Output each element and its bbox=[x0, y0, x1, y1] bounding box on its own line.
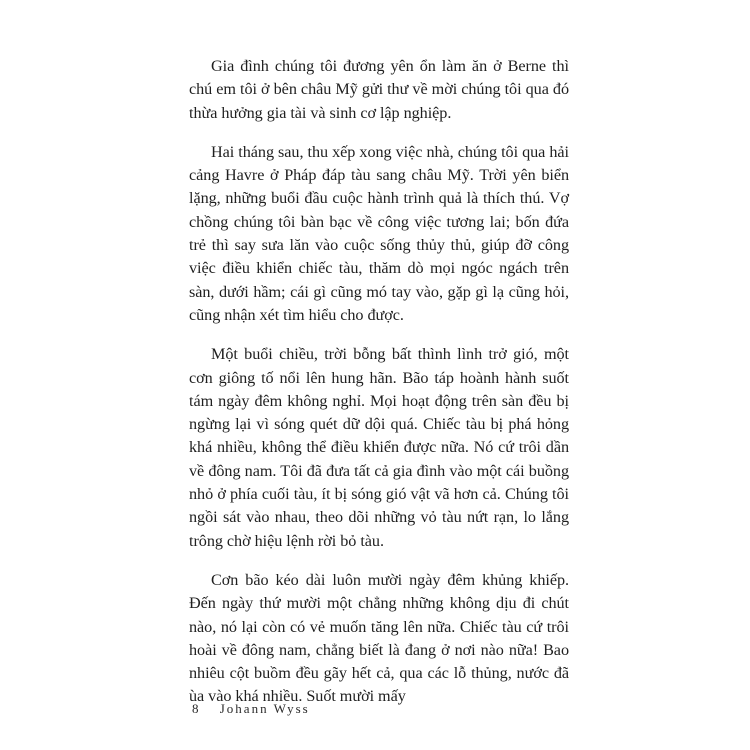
page-footer bbox=[192, 701, 310, 717]
paragraph: Gia đình chúng tôi đương yên ổn làm ăn ở Berne thì chú em tôi ở bên châu Mỹ gửi thư về mời chúng tôi qua đó thừa hưởng gia tài và sinh cơ lập nghiệp. bbox=[189, 57, 569, 122]
book-page-body bbox=[189, 55, 569, 725]
paragraph: Một buổi chiều, trời bỗng bất thình lình trở gió, một cơn giông tố nổi lên hung hãn. Bão táp hoành hành suốt tám ngày đêm không nghỉ. Mọi hoạt động trên sàn đều bị ngừng lại vì sóng quét dữ dội quá. Chiếc tàu bị phá hỏng khá nhiều, không thể điều khiển được nữa. Nó cứ trôi dần về đông nam. Tôi đã đưa tất cả gia đình vào một cái buồng nhỏ ở phía cuối tàu, ít bị sóng gió vật vã hơn cả. Chúng tôi ngồi sát vào nhau, theo dõi những vỏ tàu nứt rạn, lo lắng trông chờ hiệu lệnh rời bỏ tàu. bbox=[189, 345, 569, 550]
paragraph: Cơn bão kéo dài luôn mười ngày đêm khủng khiếp. Đến ngày thứ mười một chẳng những không dịu đi chút nào, nó lại còn có vẻ muốn tăng lên nữa. Chiếc tàu cứ trôi hoài về đông nam, chẳng biết là đang ở nơi nào nữa! Bao nhiêu cột buồm đều gãy hết cả, qua các lỗ thủng, nước đã ùa vào khá nhiều. Suốt mười mấy bbox=[189, 570, 569, 706]
paragraph: Hai tháng sau, thu xếp xong việc nhà, chúng tôi qua hải cảng Havre ở Pháp đáp tàu sang châu Mỹ. Trời yên biển lặng, những buổi đầu cuộc hành trình quả là thích thú. Vợ chồng chúng tôi bàn bạc về công việc tương lai; bốn đứa trẻ thì say sưa lăn vào cuộc sống thủy thủ, giúp đỡ công việc điều khiển chiếc tàu, thăm dò mọi ngóc ngách trên sàn, dưới hầm; cái gì cũng mó tay vào, gặp gì lạ cũng hỏi, cũng nhận xét tìm hiểu cho được. bbox=[189, 142, 569, 324]
page-number: 8 bbox=[192, 701, 201, 716]
author-name: Johann Wyss bbox=[219, 701, 310, 716]
